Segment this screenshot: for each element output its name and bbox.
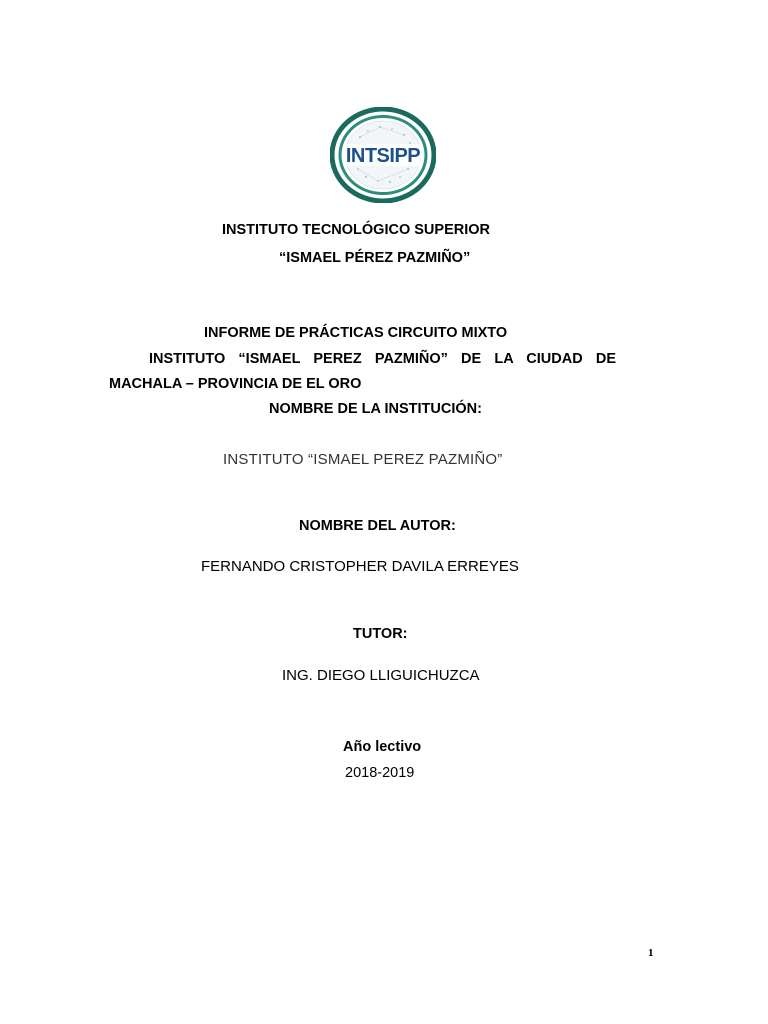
report-subtitle-line2: MACHALA – PROVINCIA DE EL ORO xyxy=(109,376,362,392)
tutor-value: ING. DIEGO LLIGUICHUZCA xyxy=(282,667,480,684)
year-value: 2018-2019 xyxy=(345,765,415,781)
institution-logo xyxy=(330,107,436,203)
report-subtitle-line1: INSTITUTO “ISMAEL PEREZ PAZMIÑO” DE LA CIUDAD DE xyxy=(149,351,616,367)
logo-text: INTSIPP xyxy=(345,145,421,167)
institution-value: INSTITUTO “ISMAEL PEREZ PAZMIÑO” xyxy=(223,451,503,468)
tutor-label: TUTOR: xyxy=(353,626,408,642)
author-label: NOMBRE DEL AUTOR: xyxy=(299,518,456,534)
header-institution-line: INSTITUTO TECNOLÓGICO SUPERIOR xyxy=(222,222,490,238)
page-number: 1 xyxy=(648,947,654,959)
year-label: Año lectivo xyxy=(343,739,422,755)
report-title: INFORME DE PRÁCTICAS CIRCUITO MIXTO xyxy=(204,325,508,341)
author-value: FERNANDO CRISTOPHER DAVILA ERREYES xyxy=(201,558,519,575)
institution-label: NOMBRE DE LA INSTITUCIÓN: xyxy=(269,401,482,417)
header-institution-name: “ISMAEL PÉREZ PAZMIÑO” xyxy=(279,250,471,266)
